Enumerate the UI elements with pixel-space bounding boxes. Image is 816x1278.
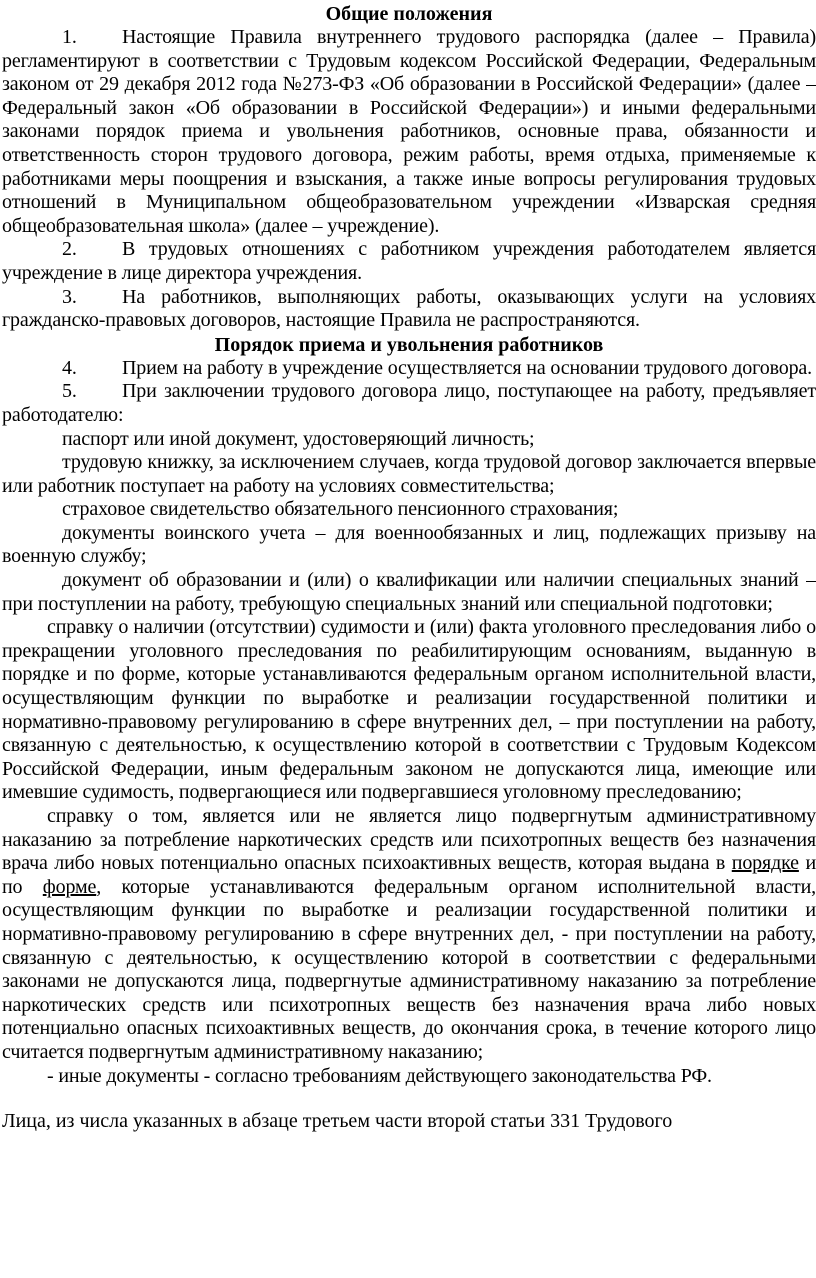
link-procedure[interactable]: порядке [731, 852, 799, 875]
doc-item-education: документ об образовании и (или) о квалификации или наличии специальных знаний – при поступлении на работу, требующую специальных знаний или специальной подготовки; [2, 569, 816, 615]
clause-5-number: 5. [62, 380, 77, 403]
clause-2-text: В трудовых отношениях с работником учреждения работодателем является учреждение в лице директора учреждения. [2, 238, 816, 284]
doc-item-military: документы воинского учета – для военнообязанных и лиц, подлежащих призыву на военную службу; [2, 521, 816, 568]
doc-item-passport: паспорт или иной документ, удостоверяющий личность; [62, 427, 535, 450]
clause-1 [2, 26, 816, 238]
clause-4 [2, 357, 816, 381]
doc-item-other: - иные документы - согласно требованиям действующего законодательства РФ. [47, 1064, 712, 1087]
doc-item-admin-penalty [2, 805, 816, 1065]
tail-paragraph: Лица, из числа указанных в абзаце третьем части второй статьи 331 Трудового [2, 1110, 673, 1133]
admin-penalty-text-2: и по [2, 852, 816, 898]
doc-item-workbook: трудовую книжку, за исключением случаев, когда трудовой договор заключается впервые или работник поступает на работу на условиях совместительства; [2, 451, 816, 497]
clause-5-text: При заключении трудового договора лицо, поступающее на работу, предъявляет работодателю: [2, 380, 816, 426]
clause-3-text: На работников, выполняющих работы, оказывающих услуги на условиях гражданско-правовых договоров, настоящие Правила не распространяются. [2, 285, 816, 332]
section-heading-hiring: Порядок приема и увольнения работников [214, 333, 604, 356]
clause-2 [2, 238, 816, 285]
link-form[interactable]: форме [42, 875, 97, 898]
clause-4-number: 4. [62, 356, 77, 379]
doc-item-insurance: страховое свидетельство обязательного пенсионного страхования; [62, 498, 619, 521]
admin-penalty-text-3: , которые устанавливаются федеральным органом исполнительной власти, осуществляющим функции по выработке и реализации государственной политики и нормативно-правовому регулированию в сфере внутренних дел, - при поступлении на работу, связанную с деятельностью, к осуществлению которой в соответствии с федеральными законами не допускаются лица, подвергнутые административному наказанию за потребление наркотических средств или психотропных веществ без назначения врача либо новых потенциально опасных психоактивных веществ, до окончания срока, в течение которого лицо считается подвергнутым административному наказанию; [2, 875, 816, 1063]
clause-2-number: 2. [62, 238, 77, 261]
doc-item-criminal-record: справку о наличии (отсутствии) судимости и (или) факта уголовного преследования либо о прекращении уголовного преследования по реабилитирующим основаниям, выданную в порядке и по форме, которые устанавливаются федеральным органом исполнительной власти, осуществляющим функции по выработке и реализации государственной политики и нормативно-правовому регулированию в сфере внутренних дел, – при поступлении на работу, связанную с деятельностью, к осуществлению которой в соответствии с Трудовым Кодексом Российской Федерации, иным федеральным законом не допускаются лица, имеющие или имевшие судимость, подвергающиеся или подвергавшиеся уголовному преследованию; [2, 616, 816, 804]
section-heading-general: Общие положения [325, 3, 493, 25]
admin-penalty-text-1: справку о том, является или не является лицо подвергнутым административному наказанию за потребление наркотических средств или психотропных веществ без назначения врача либо новых потенциально опасных психоактивных веществ, которая выдана в [2, 805, 816, 875]
clause-1-number: 1. [62, 26, 77, 48]
clause-3 [2, 286, 816, 333]
clause-4-text: Прием на работу в учреждение осуществляется на основании трудового договора. [122, 356, 812, 379]
clause-3-number: 3. [62, 285, 77, 308]
clause-5 [2, 380, 816, 427]
clause-1-text: Настоящие Правила внутреннего трудового распорядка (далее – Правила) регламентируют в соответствии с Трудовым кодексом Российской Федерации, Федеральным законом от 29 декабря 2012 года №273-ФЗ «Об образовании в Российской Федерации» (далее – Федеральный закон «Об образовании в Российской Федерации») и иными федеральными законами порядок приема и увольнения работников, основные права, обязанности и ответственность сторон трудового договора, режим работы, время отдыха, применяемые к работниками меры поощрения и взыскания, а также иные вопросы регулирования трудовых отношений в Муниципальном общеобразовательном учреждении «Изварская средняя общеобразовательная школа» (далее – учреждение). [2, 26, 816, 237]
